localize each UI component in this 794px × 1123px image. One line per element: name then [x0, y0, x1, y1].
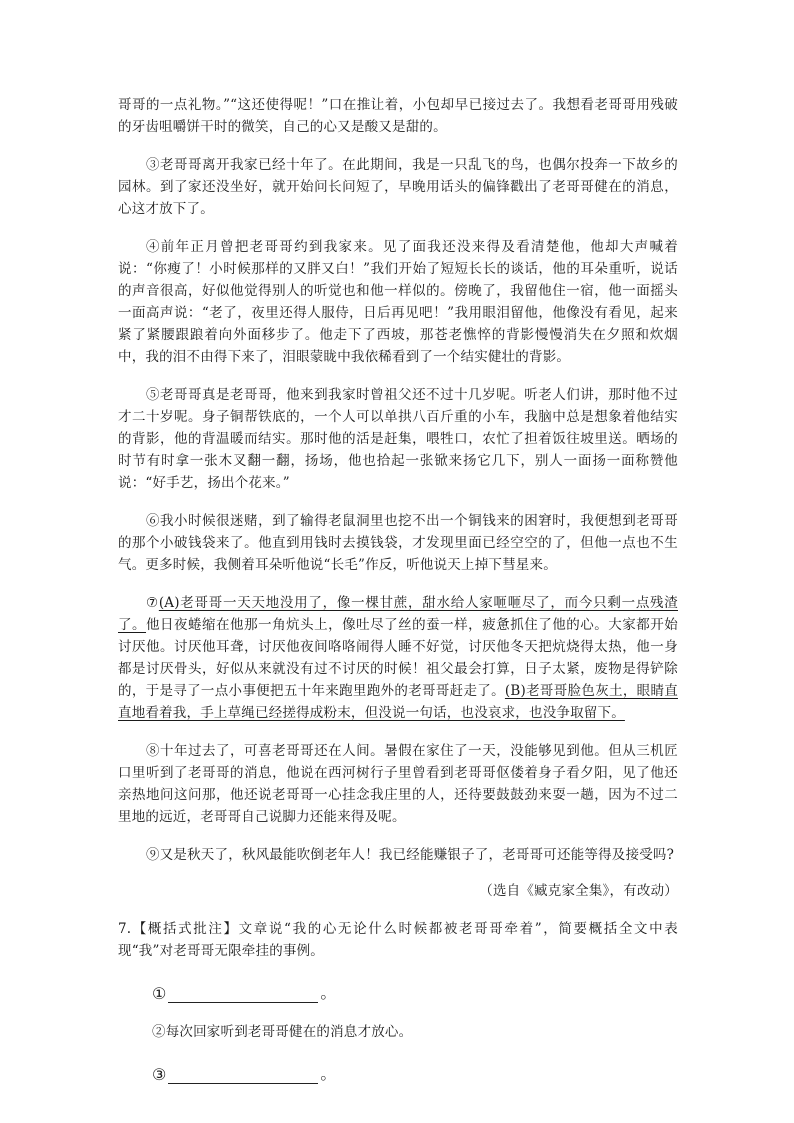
answer-3-number: ③: [152, 1065, 167, 1084]
paragraph-5: ⑤老哥哥真是老哥哥，他来到我家时曾祖父还不过十几岁呢。听老人们讲，那时他不过才二十岁呢。身子铜帮铁底的，一个人可以单拱八百斤重的小车，我脑中总是想象着他结实的背影，他的背温暖而结实。那时他的活是赶集，喂牲口，农忙了担着饭往坡里送。晒场的时节有时拿一张木叉翻一翻，扬场，他也拾起一张锨来扬它几下，别人一面扬一面称赞他说：“好手艺，扬出个花来。”: [118, 387, 678, 491]
paragraph-8: ⑧十年过去了，可喜老哥哥还在人间。暑假在家住了一天，没能够见到他。但从三机匠口里听到了老哥哥的消息，他说在西河树行子里曾看到老哥哥伛偻着身子看夕阳，见了他还亲热地问这问那，他还说老哥哥一心挂念我庄里的人，还待要鼓鼓劲来耍一趟，因为不过二里地的远近，老哥哥自己说脚力还能来得及呢。: [118, 743, 678, 825]
answer-2: ②每次回家听到老哥哥健在的消息才放心。: [152, 1024, 413, 1040]
source-citation: （选自《臧克家全集》，有改动）: [479, 883, 678, 899]
paragraph-3: ③老哥哥离开我家已经十年了。在此期间，我是一只乱飞的鸟，也偶尔投奔一下故乡的园林。到了家还没坐好，就开始问长问短了，早晚用话头的偏锋戳出了老哥哥健在的消息，心这才放下了。: [118, 157, 678, 217]
question-7: 7.【概括式批注】文章说“我的心无论什么时候都被老哥哥牵着”，简要概括全文中表现“我”对老哥哥无限牵挂的事例。: [118, 921, 678, 959]
paragraph-7-number: ⑦: [146, 595, 159, 611]
paragraph-4: ④前年正月曾把老哥哥约到我家来。见了面我还没来得及看清楚他，他却大声喊着说：“你瘦了！小时候那样的又胖又白！”我们开始了短短长长的谈话，他的耳朵重听，说话的声音很高，好似他觉得别人的听觉也和他一样似的。傍晚了，我留他住一宿，他一面摇头一面高声说：“老了，夜里还得人服侍，日后再见吧！”我用眼泪留他，他像没有看见，起来紧了紧腰跟踉着向外面移步了。他走下了西坡，那苍老憔悴的背影慢慢消失在夕照和炊烟中，我的泪不由得下来了，泪眼蒙眬中我依稀看到了一个结实健壮的背影。: [118, 239, 678, 365]
paragraph-7: [118, 592, 678, 724]
underlined-sentence-b: (B)老哥哥脸色灰土，眼睛直直地看着我，手上草绳已经搓得成粉末，但没说一句话，也没哀求，也没争取留下。: [118, 683, 678, 721]
paragraph-6: ⑥我小时候很迷赌，到了输得老鼠洞里也挖不出一个铜钱来的困窘时，我便想到老哥哥的那个小破钱袋来了。他直到用钱时去摸钱袋，才发现里面已经空空的了，但他一点也不生气。更多时候，我侧着耳朵听他说“长毛”作反，听他说天上掉下彗星来。: [118, 513, 678, 573]
answer-3-blank[interactable]: [168, 1067, 318, 1084]
reading-passage: [118, 94, 678, 1084]
answer-3-end: 。: [320, 1064, 337, 1083]
paragraph-7-body: 他日夜蜷缩在他那一角炕头上，像吐尽了丝的蚕一样，疲惫抓住了他的心。大家都开始讨厌他。讨厌他耳聋，讨厌他夜间咯咯闹得人睡不好觉，讨厌他冬天把炕烧得太热，他一身都是讨厌骨头，好似从来就没有过不讨厌的时候！祖父最会打算，日子太紧，废物是得铲除的，于是寻了一点小事便把五十年来跑里跑外的老哥哥赶走了。: [118, 617, 678, 699]
paragraph-continued: 哥哥的一点礼物。”“这还使得呢！”口在推让着，小包却早已接过去了。我想看老哥哥用残破的牙齿咀嚼饼干时的微笑，自己的心又是酸又是甜的。: [118, 97, 678, 135]
answer-1-end: 。: [320, 983, 337, 1002]
answer-1-number: ①: [152, 984, 167, 1003]
answer-1-blank[interactable]: [168, 986, 318, 1003]
answer-1: [118, 980, 678, 1003]
paragraph-9: ⑨又是秋天了，秋风最能吹倒老年人！我已经能赚银子了，老哥哥可还能等得及接受吗?: [146, 847, 675, 863]
answer-3: [118, 1061, 678, 1084]
underlined-sentence-a: (A)老哥哥一天天地没用了，像一棵甘蔗，甜水给人家咂咂尽了，而今只剩一点残渣了。: [118, 595, 678, 633]
